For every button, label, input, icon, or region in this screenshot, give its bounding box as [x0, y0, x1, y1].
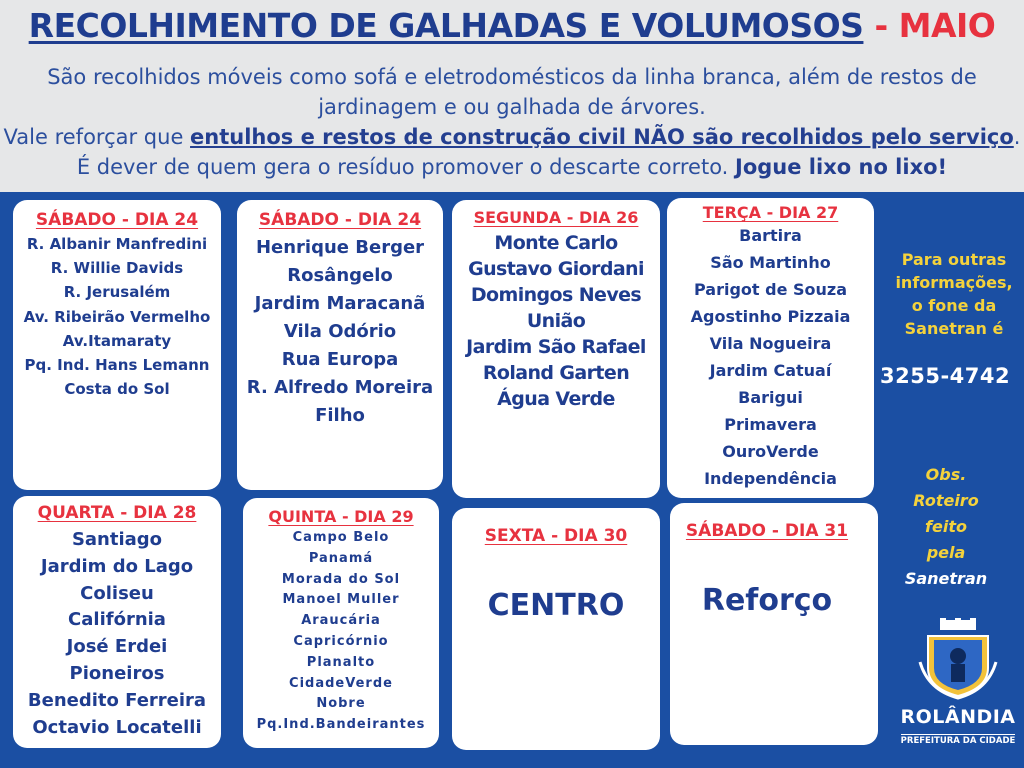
intro-line-3-suffix: . [1013, 125, 1021, 149]
phone-number: 3255-4742 [880, 364, 1011, 388]
list-item: CidadeVerde [289, 675, 393, 691]
list-item: Coliseu [80, 582, 154, 604]
list-item: Parigot de Souza [693, 280, 848, 299]
area-label: Reforço [701, 583, 833, 618]
list-item: R. Alfredo Moreira [246, 377, 434, 398]
intro-slogan: Jogue lixo no lixo! [735, 155, 948, 179]
card-title: TERÇA - DIA 27 [702, 203, 839, 222]
list-item: Octavio Locatelli [32, 716, 202, 738]
neighborhood-list [13, 232, 221, 401]
info-line: informações, [895, 273, 1013, 292]
list-item: Água Verde [497, 388, 615, 410]
intro-line-1: São recolhidos móveis como sofá e eletrodomésticos da linha branca, além de restos de [47, 65, 977, 89]
list-item: Santiago [71, 529, 163, 550]
list-item: Vila Nogueira [709, 334, 832, 353]
title-main: RECOLHIMENTO DE GALHADAS E VOLUMOSOS [28, 6, 864, 45]
intro-line-4-prefix: É dever de quem gera o resíduo promover o descarte correto. [76, 155, 736, 179]
list-item: Gustavo Giordani [468, 258, 644, 280]
list-item: Agostinho Pizzaia [690, 307, 851, 326]
list-item: Pioneiros [69, 662, 165, 684]
neighborhood-list [243, 528, 439, 736]
list-item: OuroVerde [722, 442, 819, 461]
card-title: QUARTA - DIA 28 [37, 503, 197, 523]
neighborhood-list [452, 230, 660, 412]
schedule-card-terca-27 [667, 198, 874, 498]
city-name: ROLÂNDIA [900, 706, 1016, 728]
list-item: Jardim do Lago [40, 555, 194, 577]
observation-note [890, 462, 1002, 592]
list-item: Independência [704, 469, 837, 488]
card-title: SÁBADO - DIA 24 [35, 210, 199, 230]
list-item: R. Albanir Manfredini [26, 235, 208, 253]
list-item: Califórnia [68, 609, 166, 631]
list-item: Morada do Sol [281, 571, 401, 587]
info-line: Para outras [901, 250, 1007, 269]
list-item: Vila Odório [283, 321, 397, 342]
list-item: Barigui [738, 388, 803, 407]
intro-warning: entulhos e restos de construção civil NÃO são recolhidos pelo serviço [190, 125, 1014, 149]
list-item: José Erdei [66, 636, 168, 658]
list-item: Jardim Maracanã [254, 293, 426, 314]
city-logo [898, 618, 1018, 758]
list-item: Manoel Muller [282, 592, 400, 608]
list-item: Rosângelo [287, 265, 393, 286]
card-title: SÁBADO - DIA 31 [685, 521, 849, 541]
list-item: Primavera [724, 415, 817, 434]
list-item: Bartira [739, 226, 802, 245]
list-item: São Martinho [710, 253, 831, 272]
header-banner [0, 0, 1024, 192]
schedule-card-segunda-26 [452, 200, 660, 498]
list-item: Jardim Catuaí [709, 361, 832, 380]
list-item: Rua Europa [281, 349, 399, 370]
list-item: Capricórnio [293, 633, 389, 649]
list-item: R. Willie Davids [50, 259, 184, 278]
list-item: Pq.Ind.Bandeirantes [256, 717, 426, 733]
obs-line: pela [926, 543, 966, 562]
list-item: Filho [315, 405, 365, 426]
list-item: Panamá [308, 550, 374, 566]
page-title [0, 6, 1024, 45]
list-item: Jardim São Rafael [466, 336, 646, 358]
list-item: Av. Ribeirão Vermelho [23, 307, 211, 326]
obs-line: Sanetran [904, 569, 988, 588]
list-item: União [526, 310, 586, 332]
info-line: Sanetran é [904, 319, 1004, 338]
neighborhood-list [13, 527, 221, 741]
list-item: Nobre [316, 696, 366, 712]
info-line: o fone da [911, 296, 997, 315]
list-item: Roland Garten [482, 362, 630, 384]
contact-info [884, 248, 1024, 340]
area-label: CENTRO [487, 588, 625, 623]
intro-line-4 [0, 152, 1024, 182]
list-item: Benedito Ferreira [27, 689, 207, 711]
list-item: Henrique Berger [255, 237, 425, 258]
card-title: QUINTA - DIA 29 [268, 507, 414, 526]
card-title: SEXTA - DIA 30 [484, 526, 628, 546]
title-month: - MAIO [863, 6, 996, 45]
list-item: Pq. Ind. Hans Lemann [24, 356, 210, 375]
schedule-card-sabado-31 [670, 503, 878, 745]
schedule-card-sabado-24a [13, 200, 221, 490]
neighborhood-list [667, 222, 874, 492]
list-item: Costa do Sol [64, 380, 170, 399]
schedule-card-sexta-30 [452, 508, 660, 750]
intro-line-3-prefix: Vale reforçar que [3, 125, 191, 149]
card-title: SÁBADO - DIA 24 [258, 210, 422, 230]
coat-of-arms-icon [918, 618, 998, 700]
city-subtitle: PREFEITURA DA CIDADE [900, 736, 1016, 746]
obs-line: Obs. [925, 465, 967, 484]
schedule-card-quinta-29 [243, 498, 439, 748]
list-item: R. Jerusalém [63, 283, 171, 302]
schedule-card-quarta-28 [13, 496, 221, 748]
neighborhood-list [237, 234, 443, 430]
obs-line: Roteiro [913, 491, 979, 510]
list-item: Campo Belo [292, 530, 390, 545]
list-item: Planalto [306, 654, 376, 670]
intro-line-2: jardinagem e ou galhada de árvores. [318, 95, 706, 119]
obs-line: feito [925, 517, 967, 536]
list-item: Av.Itamaraty [62, 331, 172, 350]
list-item: Domingos Neves [470, 284, 642, 306]
schedule-card-sabado-24b [237, 200, 443, 490]
card-title: SEGUNDA - DIA 26 [473, 208, 639, 227]
intro-text [0, 62, 1024, 182]
list-item: Monte Carlo [494, 232, 618, 254]
list-item: Araucária [301, 613, 381, 629]
intro-line-3 [0, 122, 1024, 152]
